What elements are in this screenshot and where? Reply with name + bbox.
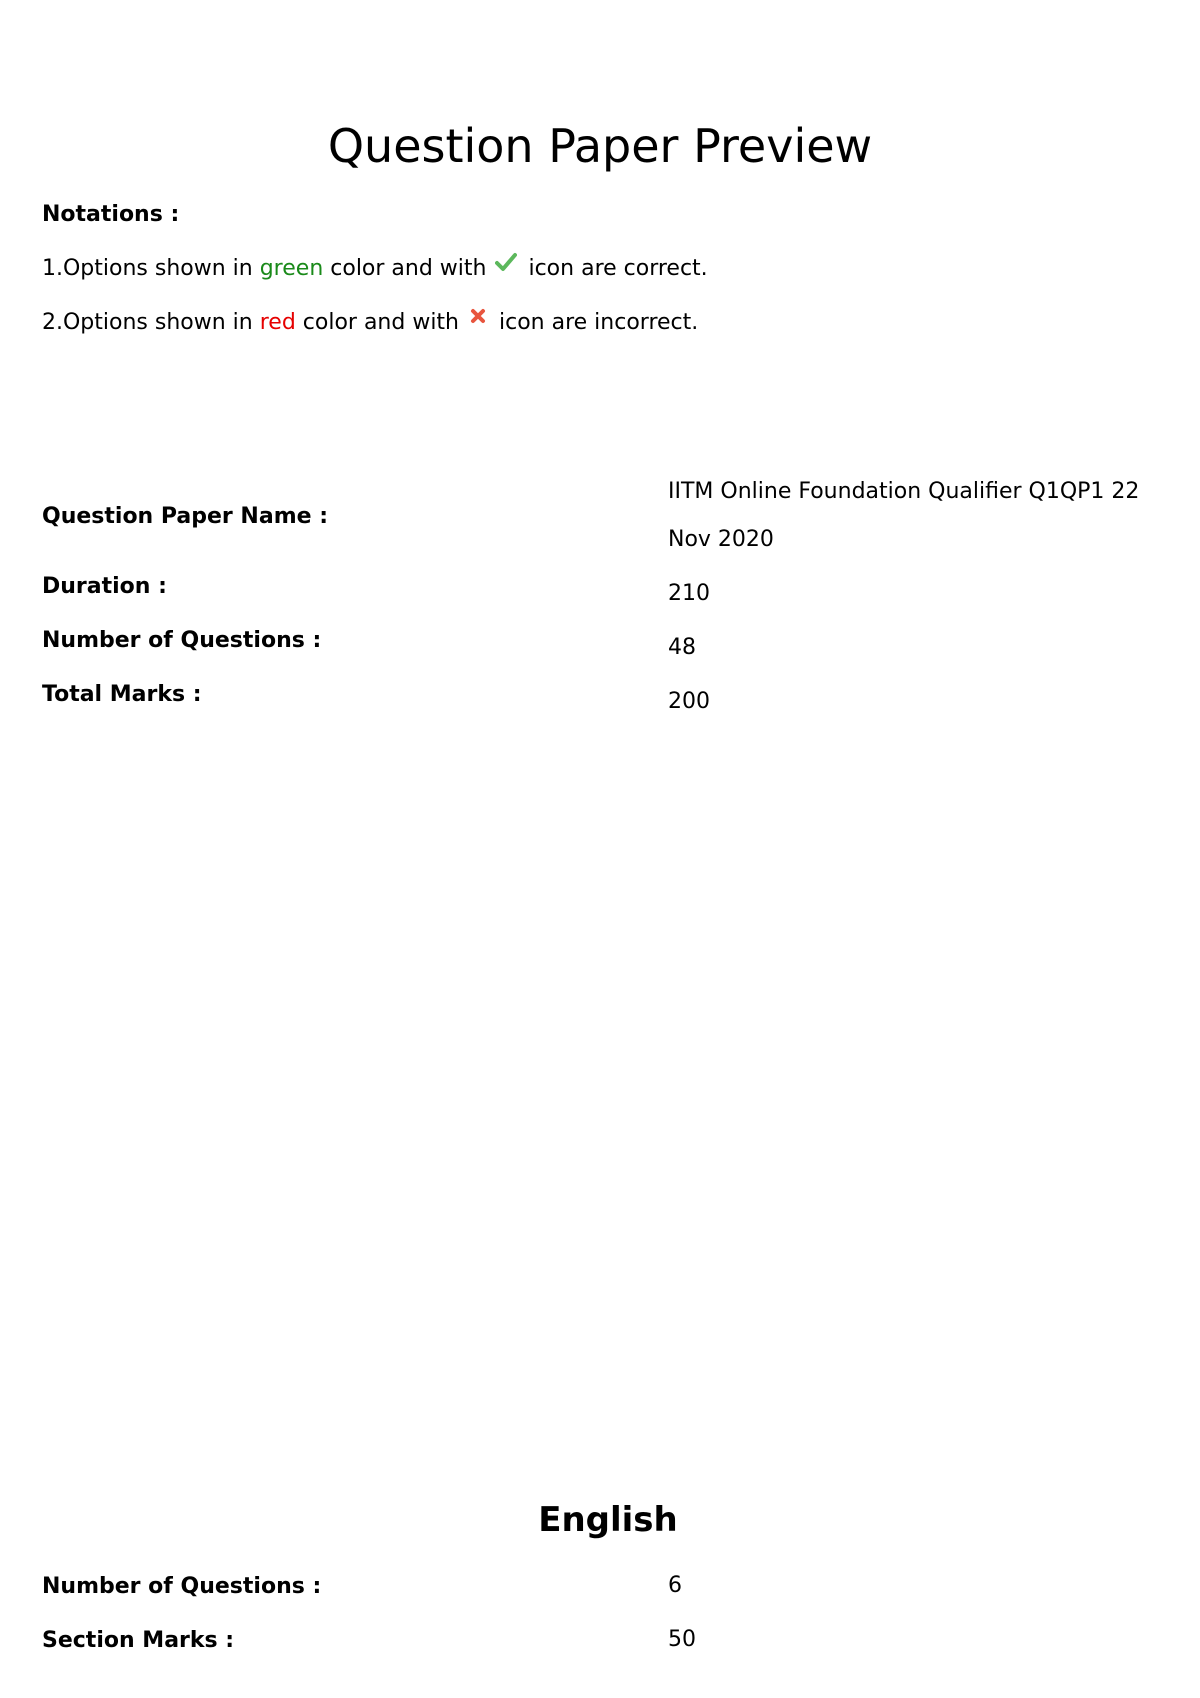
green-color-word: green	[259, 256, 324, 281]
duration-value: 210	[668, 581, 710, 606]
section-title: English	[538, 1500, 678, 1540]
number-of-questions-value: 48	[668, 635, 696, 660]
question-paper-name-value: IITM Online Foundation Qualifier Q1QP1 22 Nov 2020	[668, 479, 1140, 552]
check-icon	[495, 251, 517, 281]
page-title: Question Paper Preview	[327, 119, 873, 173]
notations-heading: Notations :	[42, 202, 180, 227]
notation-middle: color and with	[323, 256, 494, 281]
notation-suffix: icon are correct.	[521, 256, 708, 281]
number-of-questions-label: Number of Questions :	[42, 628, 322, 653]
notation-incorrect-line	[42, 308, 698, 338]
section-number-of-questions-value: 6	[668, 1573, 682, 1598]
notation-prefix: 2.Options shown in	[42, 310, 260, 335]
notation-prefix: 1.Options shown in	[42, 256, 260, 281]
duration-label: Duration :	[42, 574, 167, 599]
total-marks-value: 200	[668, 689, 710, 714]
cross-icon	[468, 305, 488, 335]
question-paper-name-label: Question Paper Name :	[42, 504, 328, 529]
section-marks-value: 50	[668, 1627, 696, 1652]
section-marks-label: Section Marks :	[42, 1628, 235, 1653]
section-number-of-questions-label: Number of Questions :	[42, 1574, 322, 1599]
notation-middle: color and with	[295, 310, 466, 335]
total-marks-label: Total Marks :	[42, 682, 202, 707]
red-color-word: red	[259, 310, 296, 335]
notation-suffix: icon are incorrect.	[492, 310, 699, 335]
notation-correct-line	[42, 254, 708, 284]
